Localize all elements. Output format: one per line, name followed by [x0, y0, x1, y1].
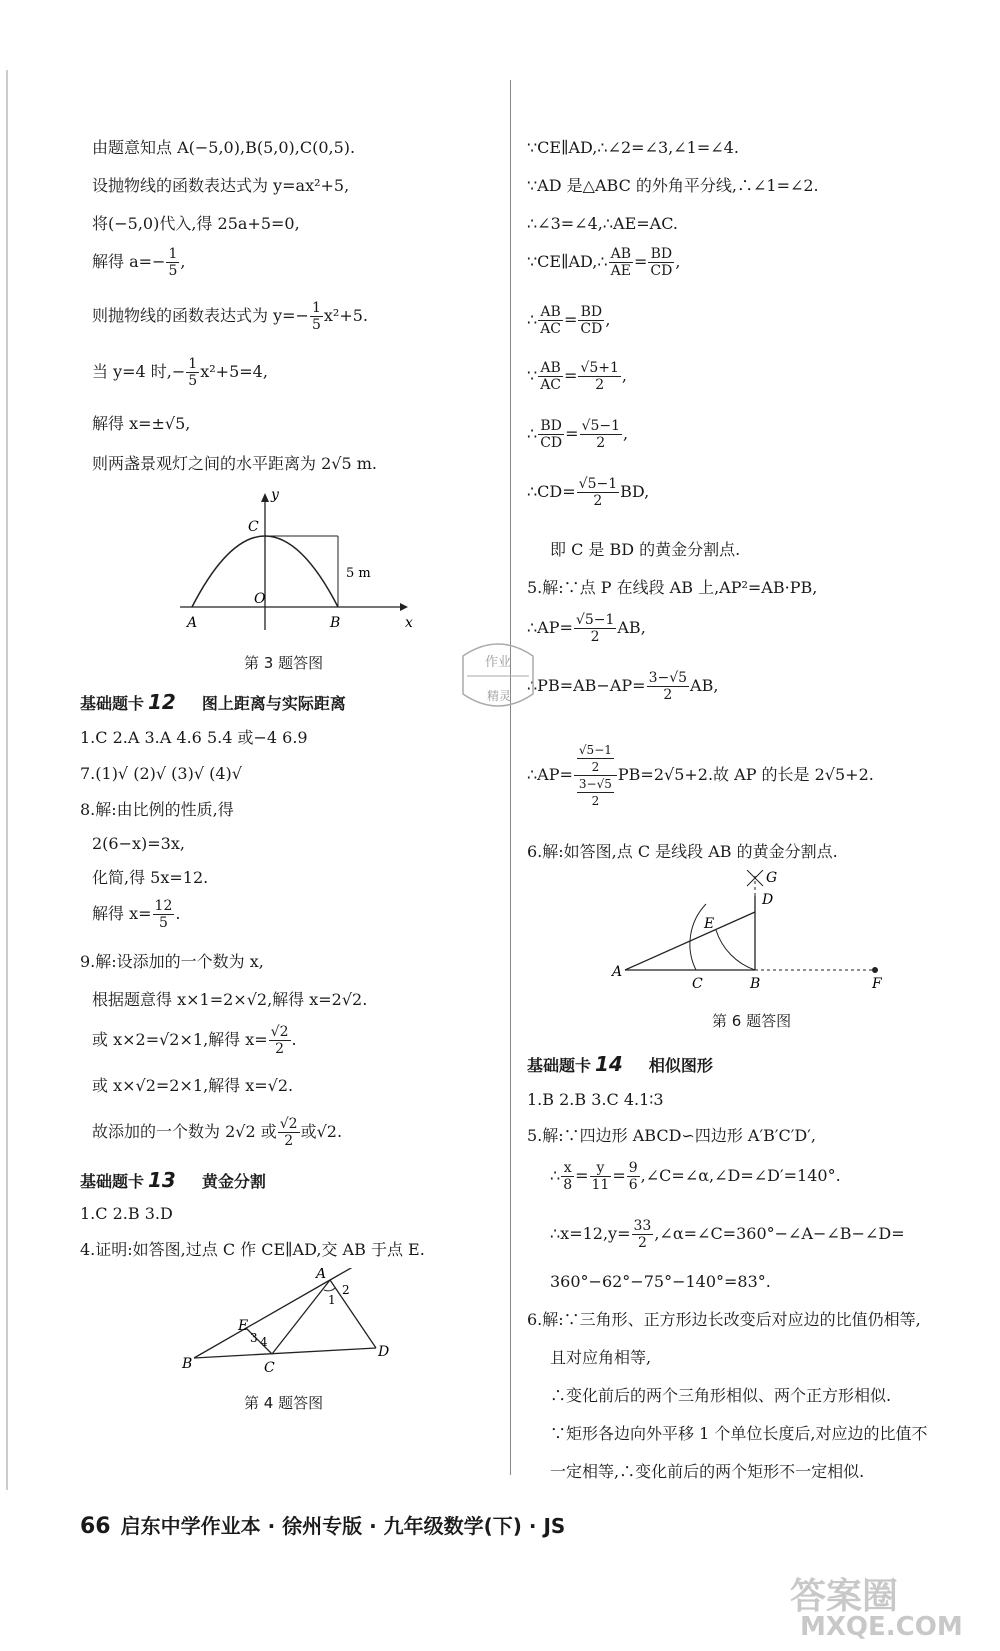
text-line: ∵CE∥AD,∴ $\frac{AB}{AE}$ = $\frac{BD}{CD}$ , — [527, 246, 681, 279]
answer-line: 4.证明:如答图,过点 C 作 CE∥AD,交 AB 于点 E. — [80, 1240, 425, 1259]
text-line: 则两盏景观灯之间的水平距离为 2√5 m. — [92, 454, 377, 473]
golden-section-figure — [610, 870, 890, 990]
answer-line: 5.解:∵四边形 ABCD∽四边形 A′B′C′D′, — [527, 1126, 816, 1145]
text-line: 即 C 是 BD 的黄金分割点. — [550, 540, 741, 559]
answer-line: 故添加的一个数为 2√2 或 $\frac{√2}{2}$ 或√2. — [92, 1116, 343, 1149]
stamp-logo — [455, 636, 541, 714]
answer-line: ∴x=12,y= $\frac{33}{2}$ ,∠α=∠C=360°−∠A−∠B−∠D= — [550, 1218, 905, 1251]
text-line: ∴∠3=∠4,∴AE=AC. — [527, 214, 678, 233]
parabola-figure — [170, 485, 420, 635]
section-heading: 基础题卡 14 相似图形 — [527, 1052, 713, 1076]
angle-arc — [324, 1288, 335, 1291]
label-B: B — [182, 1356, 193, 1372]
text-line: ∴ $\frac{BD}{CD}$ = $\frac{√5-1}{2}$ , — [527, 418, 629, 451]
answer-line: 一定相等,∴变化前后的两个矩形不一定相似. — [550, 1462, 865, 1481]
label-G: G — [766, 870, 778, 886]
label-B: B — [330, 615, 341, 631]
stamp-bottom: 精灵 — [487, 689, 512, 703]
x-axis-arrow — [400, 603, 408, 611]
text-line: ∴ $\frac{AB}{AC}$ = $\frac{BD}{CD}$ , — [527, 304, 611, 337]
label-E: E — [238, 1318, 249, 1334]
book-title: 启东中学作业本 · 徐州专版 · 九年级数学(下) · JS — [120, 1514, 566, 1538]
answer-line: 1.C 2.B 3.D — [80, 1204, 173, 1223]
answer-line: 2(6−x)=3x, — [92, 834, 185, 853]
text-line: ∴AP= $\frac{\frac{√5-1}{2}}{\frac{3-√5}{2}}$ PB=2√5+2.故 AP 的长是 2√5+2. — [527, 743, 874, 808]
figure-caption: 第 6 题答图 — [712, 1012, 792, 1030]
answer-line: 8.解:由比例的性质,得 — [80, 800, 234, 819]
label-angle-2: 2 — [342, 1283, 350, 1297]
corner-watermark: 答案圈 — [790, 1576, 899, 1617]
triangle-figure — [180, 1268, 400, 1380]
answer-line: ∴变化前后的两个三角形相似、两个正方形相似. — [550, 1386, 892, 1405]
text-line: 设抛物线的函数表达式为 y=ax²+5, — [92, 176, 350, 195]
text-line: ∴CD= $\frac{√5-1}{2}$ BD, — [527, 476, 650, 509]
text-line: 5.解:∵点 P 在线段 AB 上,AP²=AB·PB, — [527, 578, 818, 597]
arc-BE — [716, 930, 755, 970]
answer-line: 9.解:设添加的一个数为 x, — [80, 952, 264, 971]
label-E: E — [704, 916, 715, 932]
text-line: ∵AD 是△ABC 的外角平分线,∴∠1=∠2. — [527, 176, 819, 195]
answer-line: 且对应角相等, — [550, 1348, 652, 1367]
text-line: 将(−5,0)代入,得 25a+5=0, — [92, 214, 300, 233]
label-height: 5 m — [346, 566, 371, 581]
column-divider — [510, 80, 511, 1475]
figure-caption: 第 3 题答图 — [244, 654, 324, 672]
label-angle-1: 1 — [328, 1293, 336, 1307]
segment-AC — [272, 1280, 330, 1354]
answer-line: 或 x×2=√2×1,解得 x= $\frac{√2}{2}$ . — [92, 1024, 297, 1057]
section-heading: 基础题卡 12 图上距离与实际距离 — [80, 690, 346, 714]
label-O: O — [254, 591, 266, 607]
answer-line: 解得 x= $\frac{12}{5}$ . — [92, 898, 181, 931]
label-A: A — [187, 615, 198, 631]
text-line: 则抛物线的函数表达式为 y=− $\frac{1}{5}$ x²+5. — [92, 300, 368, 333]
label-B: B — [750, 976, 761, 990]
answer-line: 6.解:∵三角形、正方形边长改变后对应边的比值仍相等, — [527, 1310, 921, 1329]
figure-caption: 第 4 题答图 — [244, 1394, 324, 1412]
segment-BD — [194, 1348, 376, 1358]
answer-line: 根据题意得 x×1=2×√2,解得 x=2√2. — [92, 990, 368, 1009]
label-angle-4: 4 — [260, 1335, 268, 1349]
label-angle-3: 3 — [250, 1331, 258, 1345]
y-axis-arrow — [261, 493, 269, 502]
text-line: ∵ $\frac{AB}{AC}$ = $\frac{√5+1}{2}$ , — [527, 360, 627, 393]
answer-line: 或 x×√2=2×1,解得 x=√2. — [92, 1076, 294, 1095]
segment-AD — [330, 1280, 376, 1348]
text-line: 解得 a=− $\frac{1}{5}$ , — [92, 246, 186, 279]
label-A: A — [316, 1268, 327, 1282]
label-A: A — [612, 964, 623, 980]
label-F: F — [872, 976, 882, 990]
stamp-top: 作业 — [485, 655, 512, 670]
label-y: y — [271, 487, 279, 503]
label-C: C — [692, 976, 703, 990]
label-C: C — [248, 519, 259, 535]
site-watermark: MXQE.COM — [800, 1612, 963, 1642]
label-C: C — [264, 1360, 275, 1376]
text-line: ∴PB=AB−AP= $\frac{3-√5}{2}$ AB, — [527, 670, 719, 703]
label-x: x — [405, 615, 413, 631]
section-heading: 基础题卡 13 黄金分割 — [80, 1168, 266, 1192]
page-edge — [6, 70, 8, 1490]
point-F — [872, 967, 878, 973]
text-line: ∵CE∥AD,∴∠2=∠3,∠1=∠4. — [527, 138, 739, 157]
page-footer — [80, 1510, 565, 1539]
answer-line: 1.C 2.A 3.A 4.6 5.4 或−4 6.9 — [80, 728, 308, 747]
segment-extension — [330, 1268, 358, 1280]
answer-line: ∵矩形各边向外平移 1 个单位长度后,对应边的比值不 — [550, 1424, 928, 1443]
page-number: 66 — [80, 1514, 111, 1539]
answer-line: 1.B 2.B 3.C 4.1∶3 — [527, 1090, 664, 1109]
answer-line: ∴ $\frac{x}{8}$ = $\frac{y}{11}$ = $\frac{9}{6}$ ,∠C=∠α,∠D=∠D′=140°. — [550, 1160, 841, 1193]
text-line: ∴AP= $\frac{√5-1}{2}$ AB, — [527, 612, 646, 645]
text-line: 解得 x=±√5, — [92, 414, 191, 433]
answer-line: 化简,得 5x=12. — [92, 868, 209, 887]
answer-line: 7.(1)√ (2)√ (3)√ (4)√ — [80, 764, 242, 783]
text-line: 6.解:如答图,点 C 是线段 AB 的黄金分割点. — [527, 842, 838, 861]
answer-line: 360°−62°−75°−140°=83°. — [550, 1272, 771, 1291]
text-line: 当 y=4 时,− $\frac{1}{5}$ x²+5=4, — [92, 356, 268, 389]
label-D: D — [378, 1344, 390, 1360]
label-D: D — [762, 892, 774, 908]
text-line: 由题意知点 A(−5,0),B(5,0),C(0,5). — [92, 138, 356, 157]
